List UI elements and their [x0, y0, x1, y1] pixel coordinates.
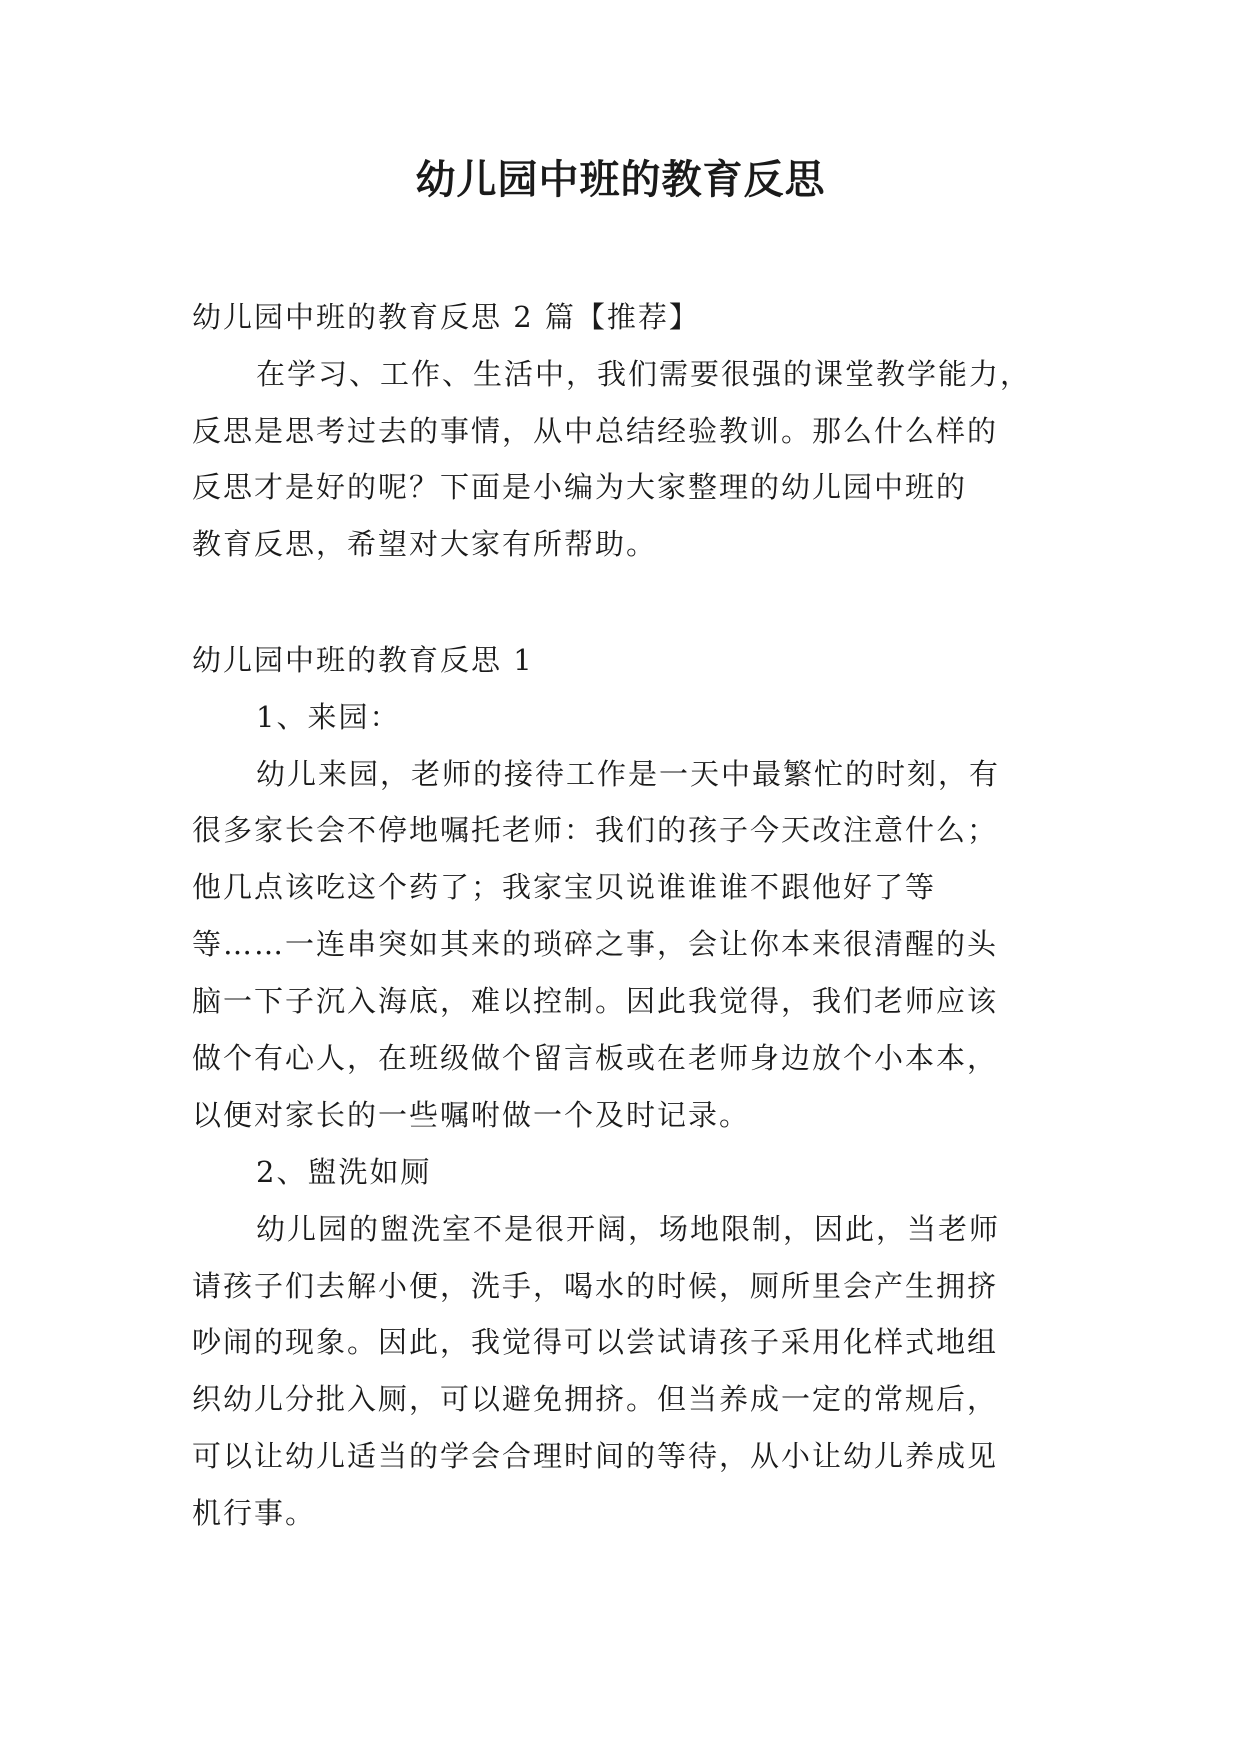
- item-1-line-7: 以便对家长的一些嘱咐做一个及时记录。: [192, 1098, 751, 1132]
- document-title: 幼儿园中班的教育反思: [415, 157, 826, 203]
- section-heading: 幼儿园中班的教育反思 1: [192, 643, 534, 677]
- item-2-line-4: 织幼儿分批入厕，可以避免拥挤。但当养成一定的常规后，: [192, 1382, 999, 1416]
- item-2-heading: 2、盥洗如厕: [256, 1155, 432, 1189]
- intro-line-2: 反思是思考过去的事情，从中总结经验教训。那么什么样的: [192, 414, 999, 448]
- item-2-line-1: 幼儿园的盥洗室不是很开阔，场地限制，因此，当老师: [256, 1212, 1001, 1246]
- intro-line-1: 在学习、工作、生活中，我们需要很强的课堂教学能力，: [256, 357, 1032, 391]
- item-1-line-1: 幼儿来园，老师的接待工作是一天中最繁忙的时刻，有: [256, 757, 1001, 791]
- item-1-line-4: 等……一连串突如其来的琐碎之事，会让你本来很清醒的头: [192, 927, 999, 961]
- intro-line-4: 教育反思，希望对大家有所帮助。: [192, 527, 658, 561]
- intro-line-3: 反思才是好的呢？下面是小编为大家整理的幼儿园中班的: [192, 470, 968, 504]
- item-2-line-6: 机行事。: [192, 1496, 317, 1530]
- item-2-line-3: 吵闹的现象。因此，我觉得可以尝试请孩子采用化样式地组: [192, 1325, 999, 1359]
- item-1-line-5: 脑一下子沉入海底，难以控制。因此我觉得，我们老师应该: [192, 984, 999, 1018]
- item-2-line-2: 请孩子们去解小便，洗手，喝水的时候，厕所里会产生拥挤: [192, 1269, 999, 1303]
- subtitle-line: 幼儿园中班的教育反思 2 篇【推荐】: [192, 300, 700, 334]
- item-1-line-6: 做个有心人，在班级做个留言板或在老师身边放个小本本，: [192, 1041, 999, 1075]
- item-1-line-3: 他几点该吃这个药了；我家宝贝说谁谁谁不跟他好了等: [192, 870, 937, 904]
- item-1-line-2: 很多家长会不停地嘱托老师：我们的孩子今天改注意什么；: [192, 813, 999, 847]
- item-1-heading: 1、来园：: [256, 700, 401, 734]
- item-2-line-5: 可以让幼儿适当的学会合理时间的等待，从小让幼儿养成见: [192, 1439, 999, 1473]
